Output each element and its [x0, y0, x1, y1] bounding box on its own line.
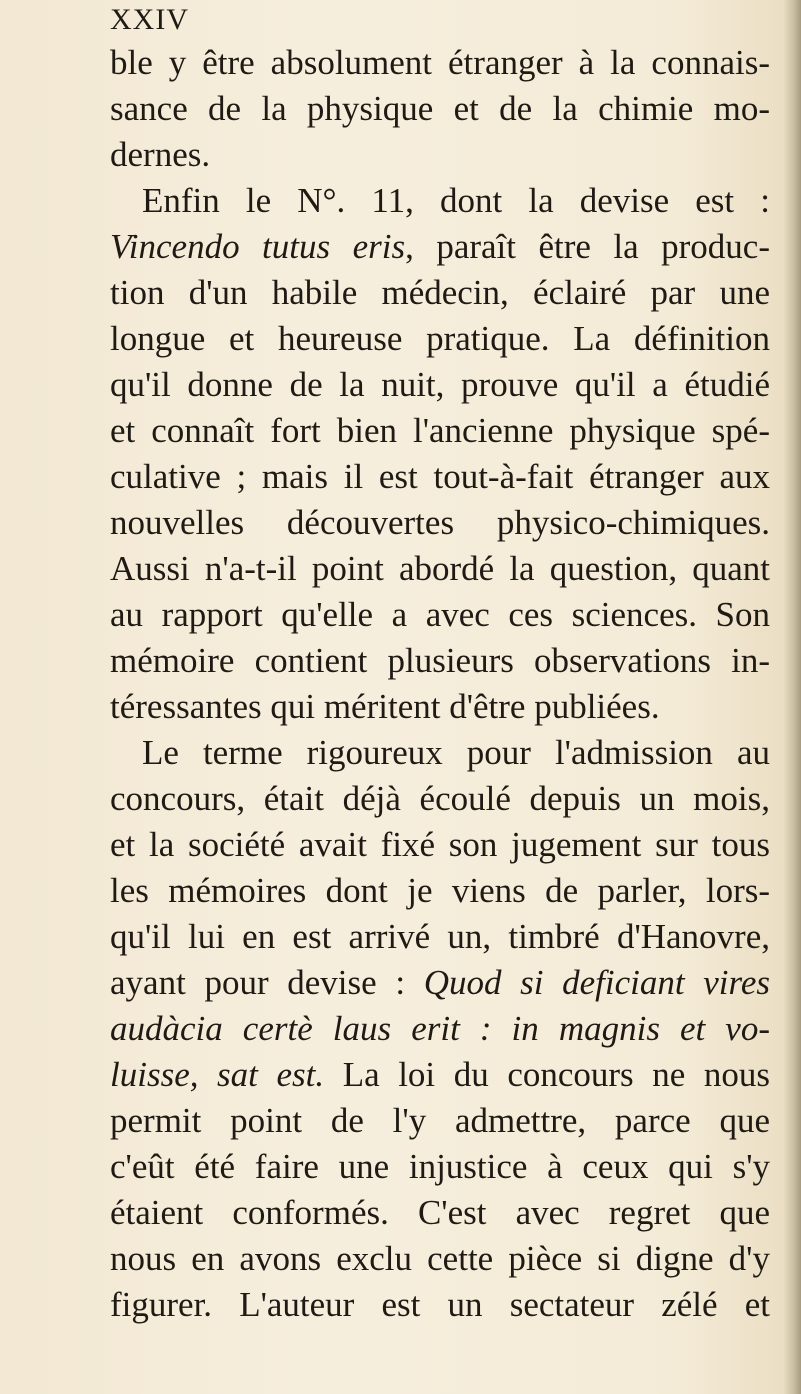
- text-segment: Aussi n'a-t-il point abordé la question, quant: [110, 549, 770, 588]
- text-segment: figurer. L'auteur est un sectateur zélé et: [110, 1285, 770, 1324]
- text-line: [110, 1144, 770, 1190]
- text-line: [110, 730, 770, 776]
- text-segment: permit point de l'y admettre, parce que: [110, 1101, 770, 1140]
- text-segment: téressantes qui méritent d'être publiées.: [110, 687, 660, 726]
- text-segment: ble y être absolument étranger à la connais-: [110, 43, 770, 82]
- text-line: [110, 914, 770, 960]
- italic-text: luisse, sat est.: [110, 1055, 325, 1094]
- text-line: [110, 638, 770, 684]
- text-line: [110, 960, 770, 1006]
- text-line: [110, 132, 770, 178]
- text-segment: nous en avons exclu cette pièce si digne d'y: [110, 1239, 770, 1278]
- text-line: [110, 1190, 770, 1236]
- text-line: [110, 224, 770, 270]
- text-segment: longue et heureuse pratique. La définition: [110, 319, 770, 358]
- text-segment: nouvelles découvertes physico-chimiques.: [110, 503, 770, 542]
- text-line: [110, 868, 770, 914]
- text-line: [110, 40, 770, 86]
- text-segment: qu'il lui en est arrivé un, timbré d'Hanovre,: [110, 917, 770, 956]
- text-segment: et la société avait fixé son jugement sur tous: [110, 825, 770, 864]
- text-line: [110, 1052, 770, 1098]
- text-line: [110, 500, 770, 546]
- text-line: [110, 454, 770, 500]
- text-line: [110, 270, 770, 316]
- italic-text: audàcia certè laus erit : in magnis et vo-: [110, 1009, 770, 1048]
- text-segment: dernes.: [110, 135, 211, 174]
- text-line: [110, 684, 770, 730]
- text-line: [110, 1006, 770, 1052]
- italic-text: Quod si deficiant vires: [423, 963, 770, 1002]
- text-line: [110, 1236, 770, 1282]
- text-line: [110, 1098, 770, 1144]
- text-segment: étaient conformés. C'est avec regret que: [110, 1193, 770, 1232]
- italic-text: Vincendo tutus eris: [110, 227, 406, 266]
- text-segment: culative ; mais il est tout-à-fait étranger aux: [110, 457, 770, 496]
- text-line: [110, 178, 770, 224]
- running-head: XXIV: [110, 3, 189, 36]
- text-segment: Enfin le N°. 11, dont la devise est :: [142, 181, 770, 220]
- text-line: [110, 1282, 770, 1328]
- text-line: [110, 822, 770, 868]
- text-segment: c'eût été faire une injustice à ceux qui s'y: [110, 1147, 770, 1186]
- text-line: [110, 776, 770, 822]
- text-line: [110, 316, 770, 362]
- text-segment: au rapport qu'elle a avec ces sciences. Son: [110, 595, 770, 634]
- text-segment: La loi du concours ne nous: [324, 1055, 770, 1094]
- text-segment: les mémoires dont je viens de parler, lors-: [110, 871, 770, 910]
- text-segment: qu'il donne de la nuit, prouve qu'il a étudié: [110, 365, 770, 404]
- text-segment: sance de la physique et de la chimie mo-: [110, 89, 770, 128]
- text-segment: ayant pour devise :: [110, 963, 424, 1002]
- text-segment: tion d'un habile médecin, éclairé par une: [110, 273, 770, 312]
- text-line: [110, 362, 770, 408]
- text-segment: Le terme rigoureux pour l'admission au: [142, 733, 770, 772]
- text-segment: concours, était déjà écoulé depuis un mois,: [110, 779, 770, 818]
- page-edge-shadow: [783, 0, 801, 1394]
- text-line: [110, 546, 770, 592]
- text-segment: et connaît fort bien l'ancienne physique spé-: [110, 411, 770, 450]
- text-segment: mémoire contient plusieurs observations in-: [110, 641, 770, 680]
- text-line: [110, 592, 770, 638]
- text-line: [110, 408, 770, 454]
- text-segment: , paraît être la produc-: [405, 227, 770, 266]
- body-text: [110, 40, 770, 1328]
- text-line: [110, 86, 770, 132]
